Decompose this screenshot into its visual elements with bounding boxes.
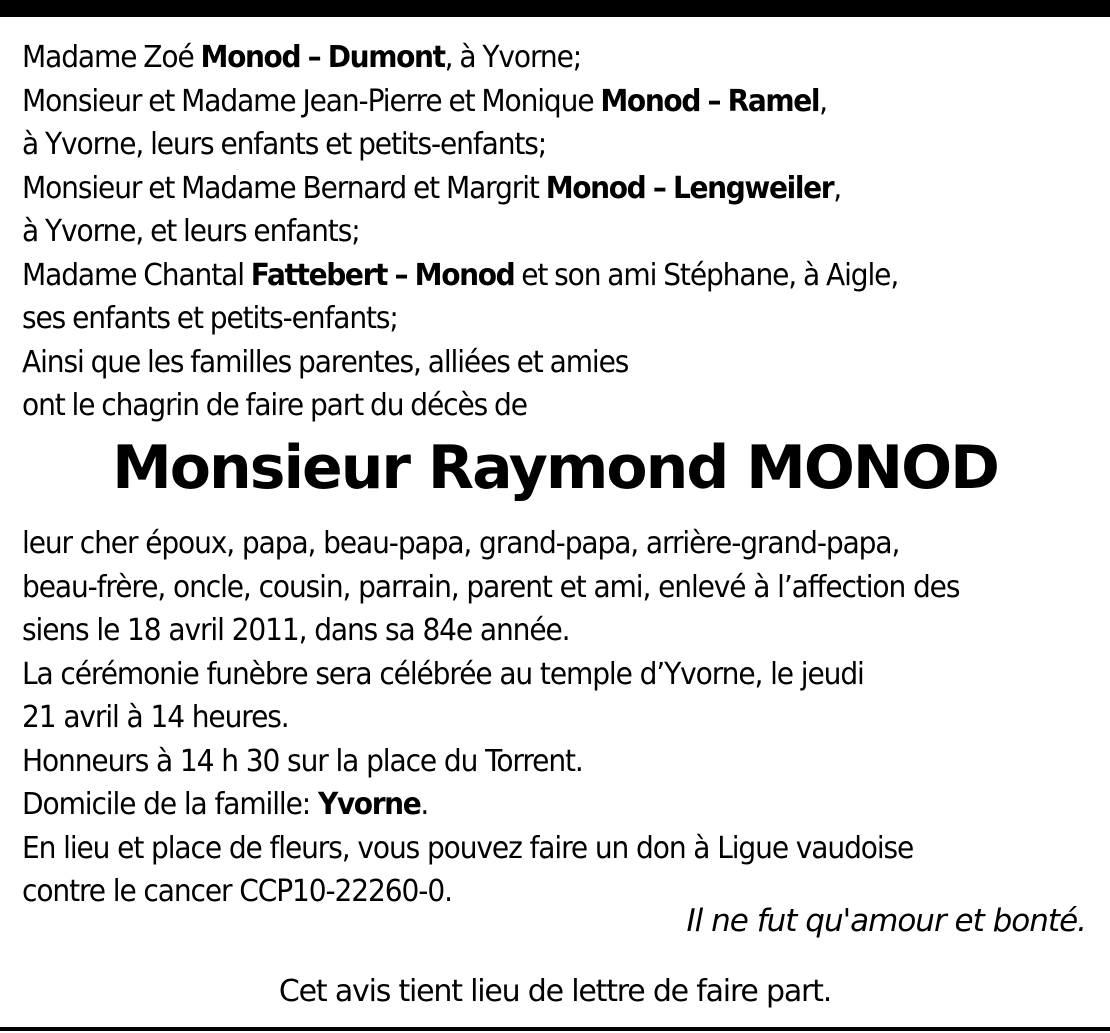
- family-line-7: ses enfants et petits-enfants;: [22, 301, 398, 336]
- body-line: leur cher époux, papa, beau-papa, grand-papa, arrière-grand-papa,: [22, 526, 900, 561]
- family-line-1: [22, 36, 1086, 80]
- family-surname: Monod – Ramel: [600, 83, 820, 119]
- notice-body: [22, 522, 1086, 914]
- footer-note: Cet avis tient lieu de lettre de faire part.: [278, 974, 832, 1009]
- family-announcement: [22, 36, 1086, 428]
- body-paragraph-4: [22, 783, 1086, 827]
- family-line-8: Ainsi que les familles parentes, alliées et amies: [22, 344, 629, 380]
- family-text: et son ami Stéphane, à Aigle,: [514, 257, 899, 293]
- family-text: , à Yvorne;: [444, 40, 582, 75]
- family-text: ,: [833, 170, 842, 206]
- body-line: La cérémonie funèbre sera célébrée au temple d’Yvorne, le jeudi: [22, 656, 864, 692]
- body-paragraph-2: [22, 653, 1086, 740]
- epitaph-quote: Il ne fut qu'amour et bonté.: [686, 903, 1086, 939]
- top-border-rule: [0, 0, 1110, 17]
- family-line-2: [22, 80, 1086, 124]
- family-surname: Monod – Dumont: [200, 40, 445, 75]
- deceased-name-heading: Monsieur Raymond MONOD: [112, 433, 998, 503]
- body-line: siens le 18 avril 2011, dans sa 84e année.: [22, 613, 570, 648]
- family-text: ,: [819, 83, 827, 119]
- family-text: Monsieur et Madame Jean-Pierre et Monique: [22, 83, 601, 119]
- family-text: Madame Zoé: [22, 40, 201, 75]
- body-text: .: [420, 787, 429, 822]
- family-line-9: ont le chagrin de faire part du décès de: [22, 388, 527, 423]
- body-line: 21 avril à 14 heures.: [22, 700, 289, 735]
- bottom-border-rule: [0, 1027, 1110, 1031]
- family-surname: Monod – Lengweiler: [545, 170, 834, 206]
- body-paragraph-3: Honneurs à 14 h 30 sur la place du Torrent.: [22, 743, 583, 779]
- body-text: Domicile de la famille:: [22, 787, 318, 822]
- body-line: contre le cancer CCP10-22260-0.: [22, 874, 452, 909]
- body-line: En lieu et place de fleurs, vous pouvez faire un don à Ligue vaudoise: [22, 830, 914, 866]
- body-place: Yvorne: [317, 787, 421, 822]
- family-surname: Fattebert – Monod: [250, 257, 515, 293]
- family-text: Madame Chantal: [22, 257, 251, 293]
- family-line-5: à Yvorne, et leurs enfants;: [22, 214, 360, 249]
- family-line-6: [22, 254, 1086, 298]
- family-text: Monsieur et Madame Bernard et Margrit: [22, 170, 546, 206]
- family-line-4: [22, 167, 1086, 211]
- family-line-3: à Yvorne, leurs enfants et petits-enfants;: [22, 127, 547, 162]
- body-paragraph-1: [22, 522, 1086, 653]
- body-line: beau-frère, oncle, cousin, parrain, parent et ami, enlevé à l’affection des: [22, 569, 960, 605]
